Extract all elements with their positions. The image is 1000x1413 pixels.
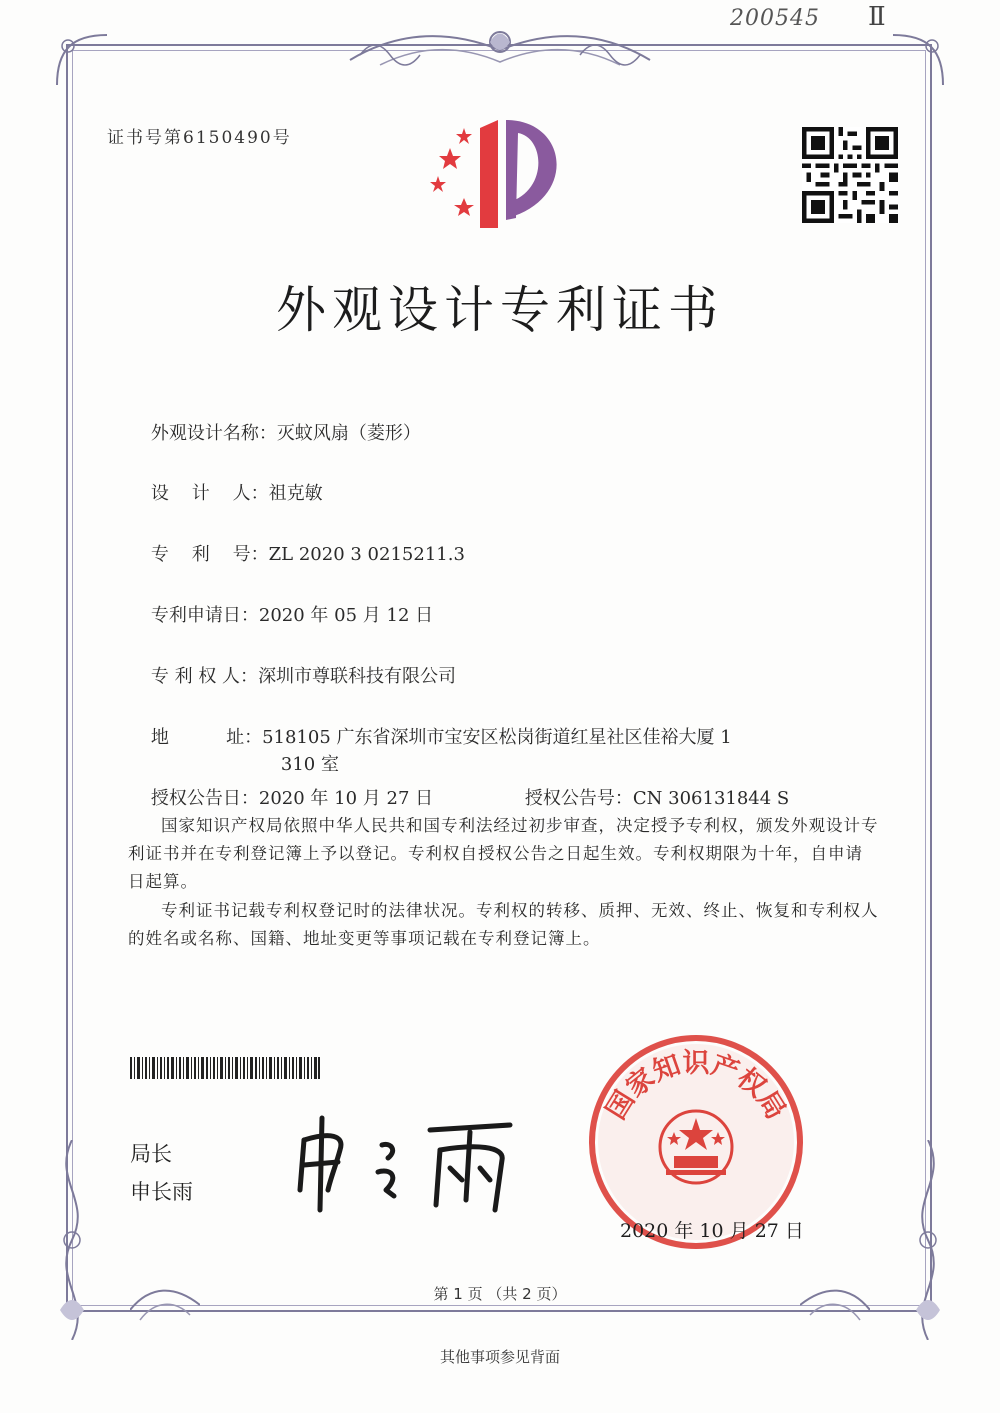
certificate-number: 证书号第6150490号 xyxy=(107,128,292,148)
certificate-title: 外观设计专利证书 xyxy=(276,281,724,339)
cnipa-logo xyxy=(428,108,578,233)
patentee-field xyxy=(128,641,456,709)
director-title: 局长 xyxy=(130,1142,172,1166)
director-name: 申长雨 xyxy=(130,1180,193,1204)
filing-date-value: 2020 年 05 月 12 日 xyxy=(258,605,434,626)
legal-status-text: 专利证书记载专利权登记时的法律状况。专利权的转移、质押、无效、终止、恢复和专利权人的姓名或名称、国籍、地址变更等事项记载在专利登记簿上。 xyxy=(128,901,879,948)
design-name-label: 外观设计名称： xyxy=(150,423,277,444)
patent-number-field xyxy=(128,519,465,587)
barcode xyxy=(130,1057,320,1079)
designer-label: 设 计 人： xyxy=(150,483,269,504)
top-ornament xyxy=(340,20,660,80)
corner-ornament-top-right xyxy=(888,30,948,90)
address-label: 地 址： xyxy=(150,727,263,748)
patentee-value: 深圳市尊联科技有限公司 xyxy=(258,666,457,687)
address-field xyxy=(128,702,732,770)
grant-statement-text: 国家知识产权局依照中华人民共和国专利法经过初步审查，决定授予专利权，颁发外观设计专利证书并在专利登记簿上予以登记。专利权自授权公告之日起生效。专利权期限为十年，自申请日起算。 xyxy=(128,816,879,891)
seal-text: 国家知识产权局 xyxy=(600,1048,792,1125)
designer-value: 祖克敏 xyxy=(268,483,323,504)
grant-date-label: 授权公告日： xyxy=(150,788,259,809)
grant-statement-paragraph xyxy=(128,812,880,896)
grant-number-label: 授权公告号： xyxy=(524,788,633,809)
patentee-label: 专 利 权 人： xyxy=(150,666,259,687)
right-side-ornament xyxy=(908,1140,948,1340)
filing-date-field xyxy=(128,580,433,648)
director-signature xyxy=(290,1110,530,1220)
filing-date-label: 专利申请日： xyxy=(150,605,259,626)
address-value-line2: 310 室 xyxy=(280,754,339,775)
qr-code xyxy=(802,127,898,223)
back-note: 其他事项参见背面 xyxy=(439,1348,560,1366)
grant-date-value: 2020 年 10 月 27 日 xyxy=(258,788,434,809)
seal-date: 2020 年 10 月 27 日 xyxy=(620,1220,804,1242)
patent-number-label: 专 利 号： xyxy=(150,544,269,565)
grant-number-value: CN 306131844 S xyxy=(632,788,790,809)
page-indicator: 第 1 页 （共 2 页） xyxy=(433,1285,567,1303)
handwritten-mark: Ⅱ xyxy=(868,2,886,32)
designer-field xyxy=(128,458,323,526)
left-side-ornament xyxy=(52,1140,92,1340)
design-name-value: 灭蚊风扇（菱形） xyxy=(276,423,421,444)
handwritten-reference: 200545 xyxy=(730,6,820,31)
legal-status-paragraph xyxy=(128,897,880,953)
design-name-field xyxy=(128,398,421,466)
patent-number-value: ZL 2020 3 0215211.3 xyxy=(268,544,465,565)
address-value-line1: 518105 广东省深圳市宝安区松岗街道红星社区佳裕大厦 1 xyxy=(262,727,732,748)
corner-ornament-top-left xyxy=(52,30,112,90)
